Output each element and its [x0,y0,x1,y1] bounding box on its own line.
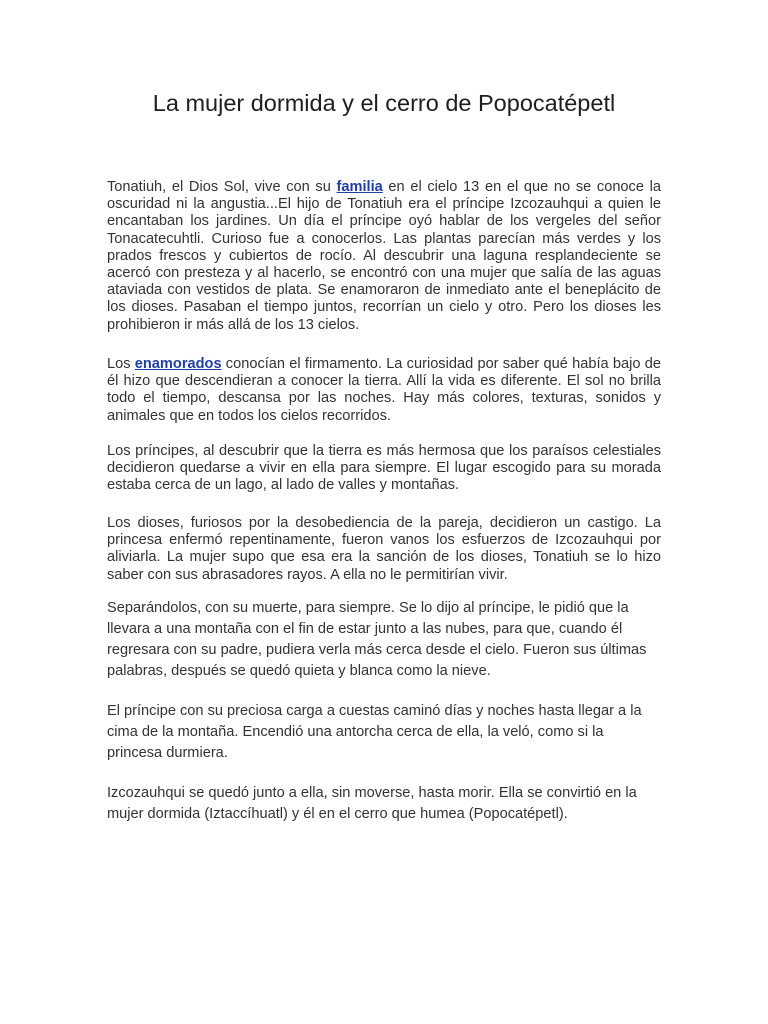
paragraph-6: El príncipe con su preciosa carga a cuestas caminó días y noches hasta llegar a la cima de la montaña. Encendió una antorcha cerca de ella, la veló, como si la princesa durmiera. [107,703,642,761]
paragraph-1 [107,179,661,334]
page-title: La mujer dormida y el cerro de Popocatépetl [152,90,616,116]
familia-link[interactable]: familia [336,179,383,195]
enamorados-link[interactable]: enamorados [134,356,222,372]
paragraph-1-text-before: Tonatiuh, el Dios Sol, vive con su [107,179,337,195]
paragraph-2-text-after: conocían el firmamento. La curiosidad por saber qué había bajo de él hizo que descendieran a conocer la tierra. Allí la vida es diferente. El sol no brilla todo el tiempo, descansa por las noches. Hay más colores, texturas, sonidos y animales que en todos los cielos recorridos. [107,356,661,424]
paragraph-3: Los príncipes, al descubrir que la tierra es más hermosa que los paraísos celestiales decidieron quedarse a vivir en ella para siempre. El lugar escogido para su morada estaba cerca de un lago, al lado de valles y montañas. [107,443,661,494]
paragraph-4: Los dioses, furiosos por la desobediencia de la pareja, decidieron un castigo. La princesa enfermó repentinamente, fueron vanos los esfuerzos de Izcozauhqui por aliviarla. La mujer supo que esa era la sanción de los dioses, Tonatiuh se lo hizo saber con sus abrasadores rayos. A ella no le permitirían vivir. [107,515,661,583]
paragraph-7: Izcozauhqui se quedó junto a ella, sin moverse, hasta morir. Ella se convirtió en la mujer dormida (Iztaccíhuatl) y él en el cerro que humea (Popocatépetl). [107,785,637,822]
paragraph-1-text-after: en el cielo 13 en el que no se conoce la oscuridad ni la angustia...El hijo de Tonatiuh era el príncipe Izcozauhqui a quien le encantaban los jardines. Un día el príncipe oyó hablar de los vergeles del señor Tonacatecuhtli. Curioso fue a conocerlos. Las plantas parecían más verdes y los prados frescos y cubiertos de rocío. Al descubrir una laguna resplandeciente se acercó con presteza y al hacerlo, se encontró con una mujer que salía de las aguas ataviada con vestidos de plata. Se enamoraron de inmediato ante el beneplácito de los dioses. Pasaban el tiempo juntos, recorrían un cielo y otro. Pero los dioses les prohibieron ir más allá de los 13 cielos. [107,179,661,333]
paragraph-5: Separándolos, con su muerte, para siempre. Se lo dijo al príncipe, le pidió que la llevara a una montaña con el fin de estar junto a las nubes, para que, cuando él regresara con su padre, pudiera verla más cerca desde el cielo. Fueron sus últimas palabras, después se quedó quieta y blanca como la nieve. [107,600,647,679]
paragraph-2-text-before: Los [107,356,135,372]
paragraph-2 [107,356,661,425]
